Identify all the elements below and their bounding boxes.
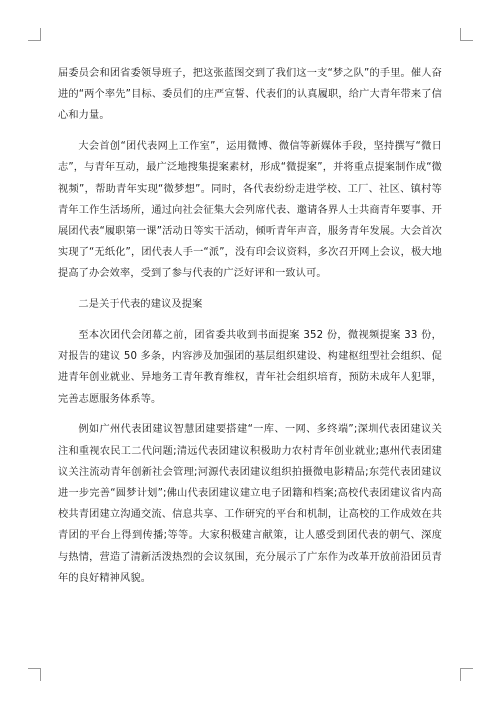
paragraph-continued: 届委员会和团省委领导班子，把这张蓝图交到了我们这一支“梦之队”的手里。催人奋进的“两个率先”目标、委员们的庄严宣誓、代表们的认真履职，给广大青年带来了信心和力量。: [58, 68, 442, 122]
crop-mark-top-right: [460, 28, 473, 41]
section-heading: 二是关于代表的建议及提案: [78, 299, 203, 311]
paragraph-online-studio: 大会首创“团代表网上工作室”，运用微博、微信等新媒体手段，坚持撰写“微日志”，与青年互动，最广泛地搜集提案素材，形成“微提案”，并将重点提案制作成“微视频”，帮助青年实现“微梦想”。同时，各代表纷纷走进学校、工厂、社区、镇村等青年工作生活场所，通过向社会征集大会列席代表、邀请各界人士共商青年要事、开展团代表“履职第一课”活动日等实干活动，倾听青年声音，服务青年发展。大会首次实现了“无纸化”，团代表人手一“派”，没有印会议资料，多次召开网上会议，极大地提高了办会效率，受到了参与代表的广泛好评和一致认可。: [58, 141, 442, 280]
paragraph-delegation-examples: 例如广州代表团建议智慧团建要搭建“一库、一网、多终端”;深圳代表团建议关注和重视农民工二代问题;清远代表团建议积极助力农村青年创业就业;惠州代表团建议关注流动青年创新社会管理;河源代表团建议组织拍摄微电影精品;东莞代表团建议进一步完善“圆梦计划”;佛山代表团建议建立电子团籍和档案;高校代表团建议省内高校共青团建立沟通交流、信息共享、工作研究的平台和机制，让高校的工作成效在共青团的平台上得到传播;等等。大家积极建言献策，让人感受到团代表的朝气、深度与热情，营造了清新活泼热烈的会议氛围，充分展示了广东作为改革开放前沿团员青年的良好精神风貌。: [58, 424, 442, 584]
crop-mark-bottom-left: [28, 668, 41, 681]
crop-mark-bottom-right: [460, 668, 473, 681]
crop-mark-top-left: [28, 28, 41, 41]
document-body: [58, 63, 442, 599]
paragraph-proposals-count: 至本次团代会闭幕之前，团省委共收到书面提案 352 份，微视频提案 33 份，对报告的建议 50 多条，内容涉及加强团的基层组织建设、构建枢纽型社会组织、促进青年创业就业、异地务工青年教育维权，青年社会组织培育，预防未成年人犯罪，完善志愿服务体系等。: [58, 330, 442, 405]
